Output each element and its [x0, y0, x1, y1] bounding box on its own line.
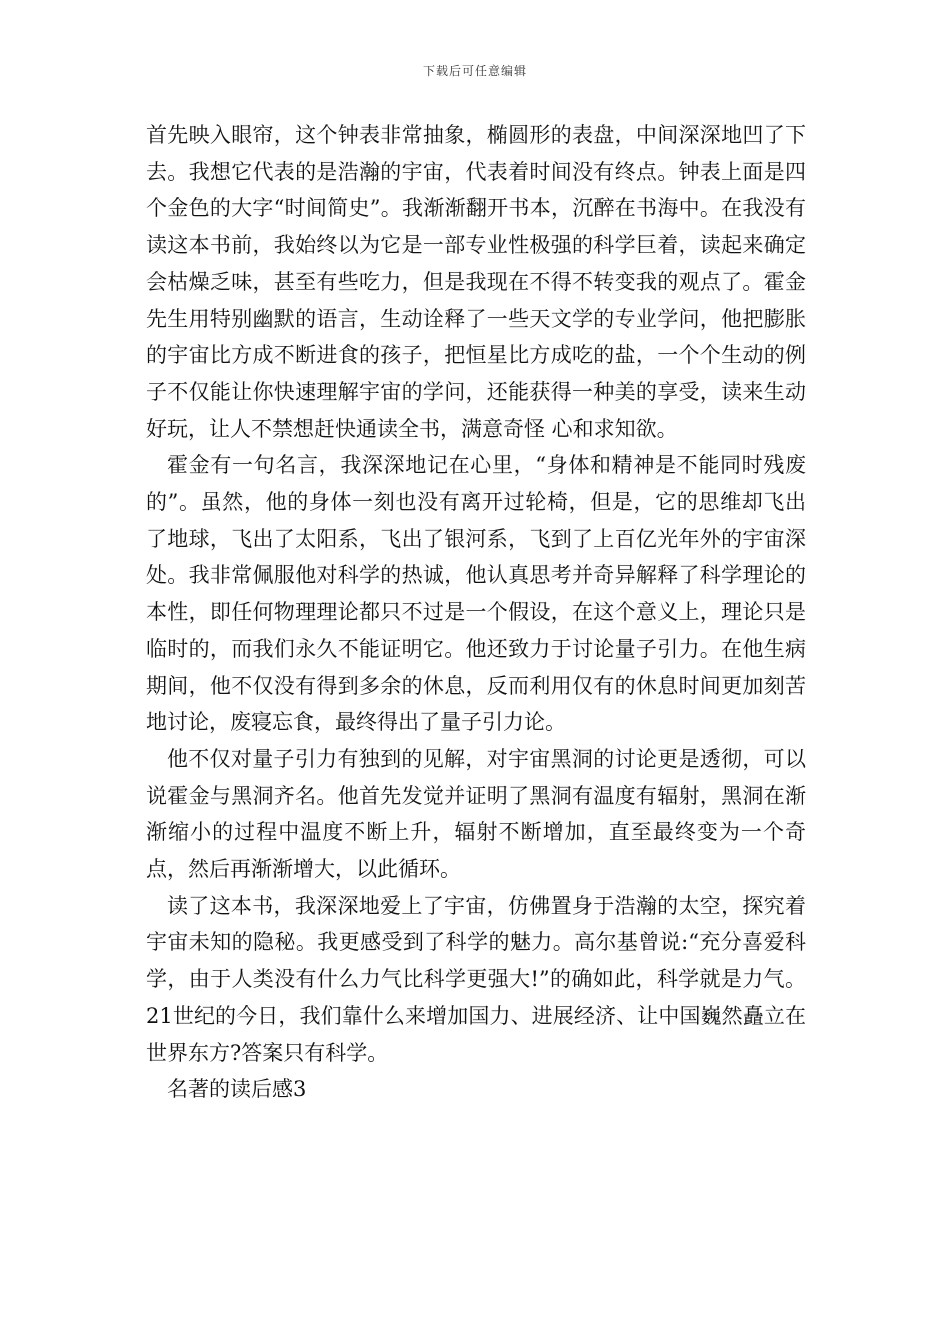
- paragraph-2: 霍金有一句名言，我深深地记在心里，“身体和精神是不能同时残废的”。虽然，他的身体一刻也没有离开过轮椅，但是，它的思维却飞出了地球，飞出了太阳系，飞出了银河系，飞到了上百亿光年外的宇宙深处。我非常佩服他对科学的热诚，他认真思考并奇异解释了科学理论的本性，即任何物理理论都只不过是一个假设，在这个意义上，理论只是临时的，而我们永久不能证明它。他还致力于讨论量子引力。在他生病期间，他不仅没有得到多余的休息，反而利用仅有的休息时间更加刻苦地讨论，废寝忘食，最终得出了量子引力论。: [146, 453, 806, 735]
- page-header: 下载后可任意编辑: [422, 64, 527, 78]
- paragraph-4: 读了这本书，我深深地爱上了宇宙，仿佛置身于浩瀚的太空，探究着宇宙未知的隐秘。我更感受到了科学的魅力。高尔基曾说:“充分喜爱科学，由于人类没有什么力气比科学更强大!”的确如此，科学就是力气。21世纪的今日，我们靠什么来增加国力、进展经济、让中国巍然矗立在世界东方?答案只有科学。: [146, 893, 806, 1065]
- paragraph-3: 他不仅对量子引力有独到的见解，对宇宙黑洞的讨论更是透彻，可以说霍金与黑洞齐名。他首先发觉并证明了黑洞有温度有辐射，黑洞在渐渐缩小的过程中温度不断上升，辐射不断增加，直至最终变为一个奇点，然后再渐渐增大，以此循环。: [146, 746, 806, 882]
- section-heading: 名著的读后感3: [167, 1077, 307, 1102]
- paragraph-1: 首先映入眼帘，这个钟表非常抽象，椭圆形的表盘，中间深深地凹了下去。我想它代表的是浩瀚的宇宙，代表着时间没有终点。钟表上面是四个金色的大字“时间简史”。我渐渐翻开书本，沉醉在书海中。在我没有读这本书前，我始终以为它是一部专业性极强的科学巨着，读起来确定会枯燥乏味，甚至有些吃力，但是我现在不得不转变我的观点了。霍金先生用特别幽默的语言，生动诠释了一些天文学的专业学问，他把膨胀的宇宙比方成不断进食的孩子，把恒星比方成吃的盐，一个个生动的例子不仅能让你快速理解宇宙的学问，还能获得一种美的享受，读来生动好玩，让人不禁想赶快通读全书，满意奇怪 心和求知欲。: [146, 123, 806, 441]
- document-body: [146, 117, 806, 1108]
